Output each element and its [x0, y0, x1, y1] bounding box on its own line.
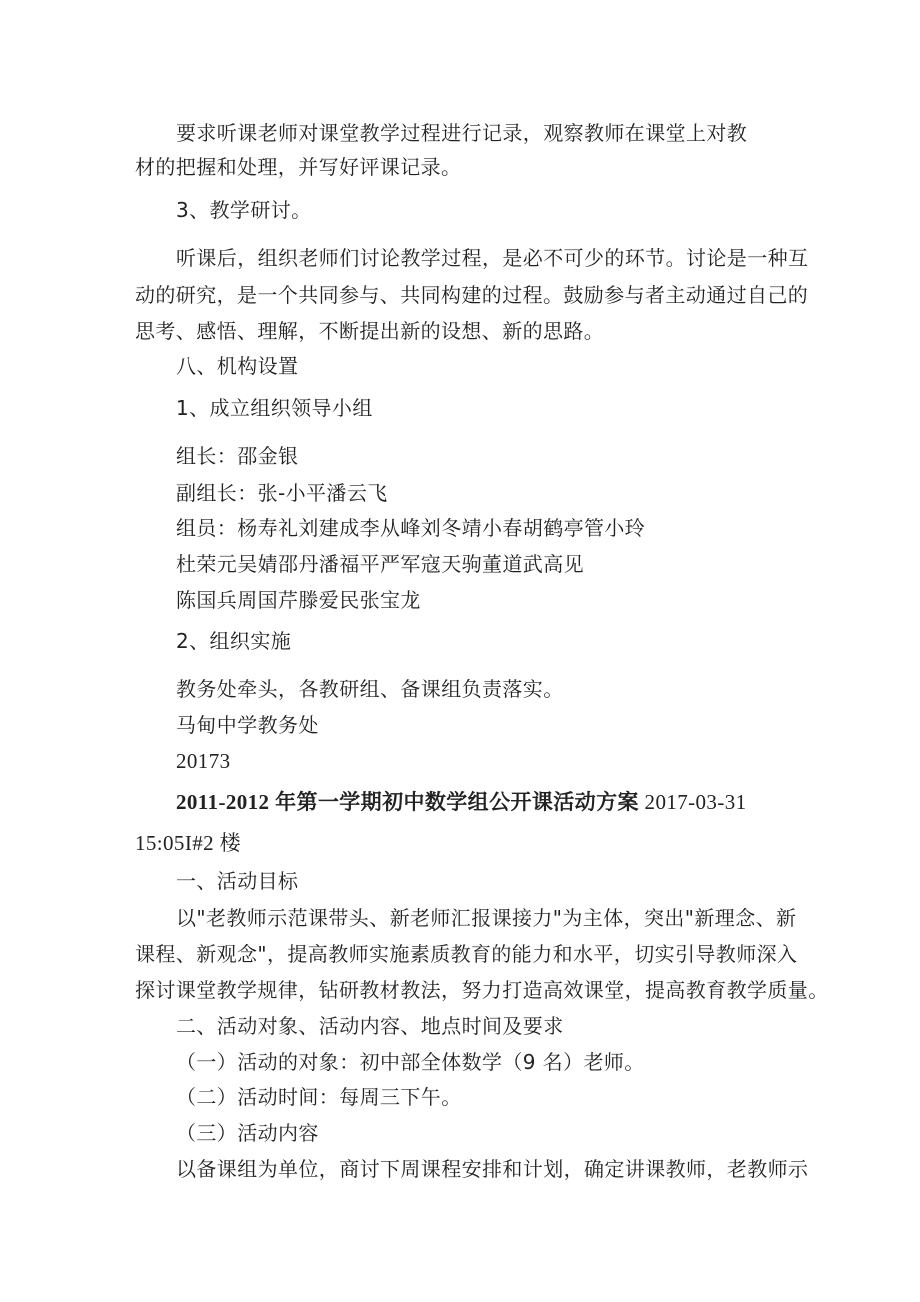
- article-title: [176, 790, 747, 814]
- members-line: 组员：杨寿礼刘建成李从峰刘冬靖小春胡鹤亭管小玲: [176, 516, 646, 540]
- paragraph-line: 探讨课堂教学规律，钻研教材教法，努力打造高效课堂，提高教育教学质量。: [135, 978, 829, 1002]
- article-date: 2017-03-31: [638, 790, 747, 814]
- article-post-info: 15:05I#2 楼: [135, 831, 242, 855]
- article-title-text: 2011-2012 年第一学期初中数学组公开课活动方案: [176, 790, 639, 814]
- paragraph-line: 以"老教师示范课带头、新老师汇报课接力"为主体，突出"新理念、新: [176, 906, 797, 930]
- section-heading: 八、机构设置: [176, 354, 299, 378]
- section-heading: 3、教学研讨。: [176, 198, 312, 222]
- year-line: 20173: [176, 749, 231, 773]
- paragraph-line: 以备课组为单位，商讨下周课程安排和计划，确定讲课教师，老教师示: [176, 1157, 809, 1181]
- subsection-heading: 2、组织实施: [176, 629, 292, 653]
- paragraph-line: 材的把握和处理，并写好评课记录。: [135, 155, 462, 179]
- paragraph-line: 听课后，组织老师们讨论教学过程，是必不可少的环节。讨论是一种互: [176, 246, 809, 270]
- list-item: （三）活动内容: [176, 1121, 319, 1145]
- leader-line: 组长：邵金银: [176, 444, 299, 468]
- list-item: （一）活动的对象：初中部全体数学（9 名）老师。: [176, 1050, 645, 1074]
- vice-leader-line: 副组长：张-小平潘云飞: [176, 481, 388, 505]
- subsection-heading: 1、成立组织领导小组: [176, 396, 373, 420]
- members-line: 陈国兵周国芹滕爱民张宝龙: [176, 588, 421, 612]
- paragraph-line: 教务处牵头，各教研组、备课组负责落实。: [176, 677, 564, 701]
- section-heading: 二、活动对象、活动内容、地点时间及要求: [176, 1014, 564, 1038]
- members-line: 杜荣元吴婧邵丹潘福平严军寇天驹董道武高见: [176, 552, 584, 576]
- section-heading: 一、活动目标: [176, 869, 299, 893]
- list-item: （二）活动时间：每周三下午。: [176, 1085, 462, 1109]
- paragraph-line: 课程、新观念"，提高教师实施素质教育的能力和水平，切实引导教师深入: [135, 942, 798, 966]
- paragraph-line: 动的研究，是一个共同参与、共同构建的过程。鼓励参与者主动通过自己的: [135, 283, 809, 307]
- organization-signature: 马甸中学教务处: [176, 713, 319, 737]
- paragraph-line: 要求听课老师对课堂教学过程进行记录，观察教师在课堂上对教: [176, 121, 748, 145]
- paragraph-line: 思考、感悟、理解，不断提出新的设想、新的思路。: [135, 319, 605, 343]
